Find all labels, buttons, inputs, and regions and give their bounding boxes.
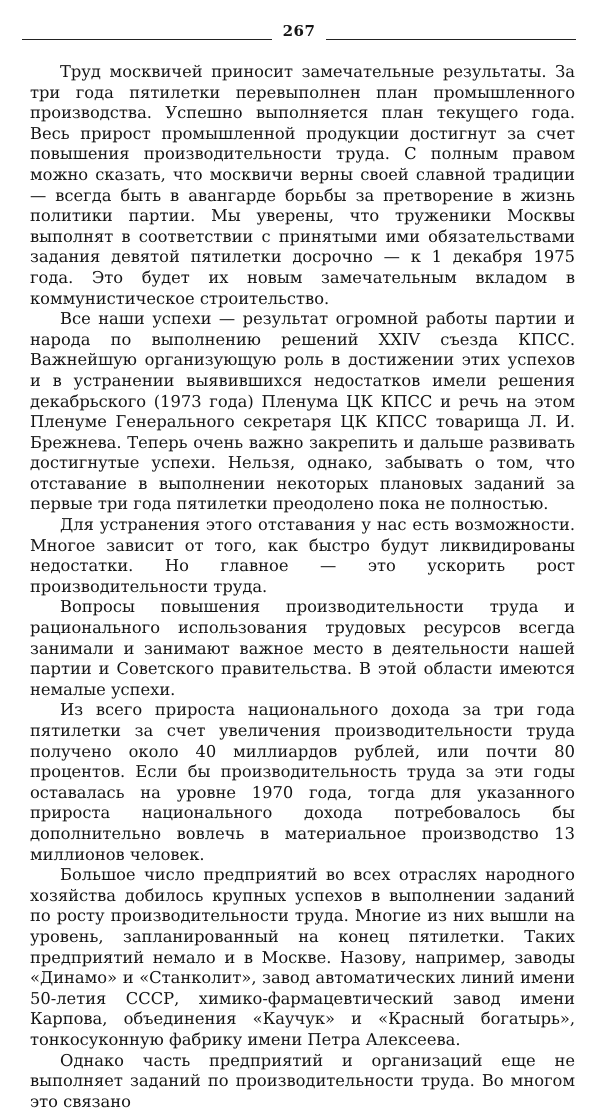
paragraph-2: Все наши успехи — результат огромной работы партии и народа по выполнению решений XXIV съезда КПСС. Важнейшую организующую роль в достижении этих успехов и в устранении выявившихся недостатков имели решения декабрьского (1973 года) Пленума ЦК КПСС и речь на этом Пленуме Генерального секретаря ЦК КПСС товарища Л. И. Брежнева. Теперь очень важно закрепить и дальше развивать достигнутые успехи. Нельзя, однако, забывать о том, что отставание в выполнении некоторых плановых заданий за первые три года пятилетки преодолено пока не полностью.	[30, 309, 575, 515]
paragraph-4: Вопросы повышения производительности труда и рационального использования трудовых ресурсов всегда занимали и занимают важное место в деятельности нашей партии и Советского правительства. В этой области имеются немалые успехи.	[30, 597, 575, 700]
header-rule-right	[326, 39, 576, 40]
page-number: 267	[272, 22, 326, 40]
paragraph-1: Труд москвичей приносит замечательные результаты. За три года пятилетки перевыполнен план промышленного производства. Успешно выполняется план текущего года. Весь прирост промышленной продукции достигнут за счет повышения производительности труда. С полным правом можно сказать, что москвичи верны своей славной традиции — всегда быть в авангарде борьбы за претворение в жизнь политики партии. Мы уверены, что труженики Москвы выполнят в соответствии с принятыми ими обязательствами задания девятой пятилетки досрочно — к 1 декабря 1975 года. Это будет их новым замечательным вкладом в коммунистическое строительство.	[30, 62, 575, 309]
paragraph-3: Для устранения этого отставания у нас есть возможности. Многое зависит от того, как быстро будут ликвидированы недостатки. Но главное — это ускорить рост производительности труда.	[30, 515, 575, 597]
header-rule-left	[22, 39, 272, 40]
paragraph-7: Однако часть предприятий и организаций еще не выполняет заданий по производительности труда. Во многом это связано	[30, 1051, 575, 1112]
body-text	[30, 62, 575, 1112]
paragraph-5: Из всего прироста национального дохода за три года пятилетки за счет увеличения производительности труда получено около 40 миллиардов рублей, или почти 80 процентов. Если бы производительность труда за эти годы оставалась на уровне 1970 года, тогда для указанного прироста национального дохода потребовалось бы дополнительно вовлечь в материальное производство 13 миллионов человек.	[30, 700, 575, 865]
page-header	[22, 22, 576, 44]
paragraph-6: Большое число предприятий во всех отраслях народного хозяйства добилось крупных успехов в выполнении заданий по росту производительности труда. Многие из них вышли на уровень, запланированный на конец пятилетки. Таких предприятий немало и в Москве. Назову, например, заводы «Динамо» и «Станколит», завод автоматических линий имени 50-летия СССР, химико-фармацевтический завод имени Карпова, объединения «Каучук» и «Красный богатырь», тонкосуконную фабрику имени Петра Алексеева.	[30, 865, 575, 1050]
